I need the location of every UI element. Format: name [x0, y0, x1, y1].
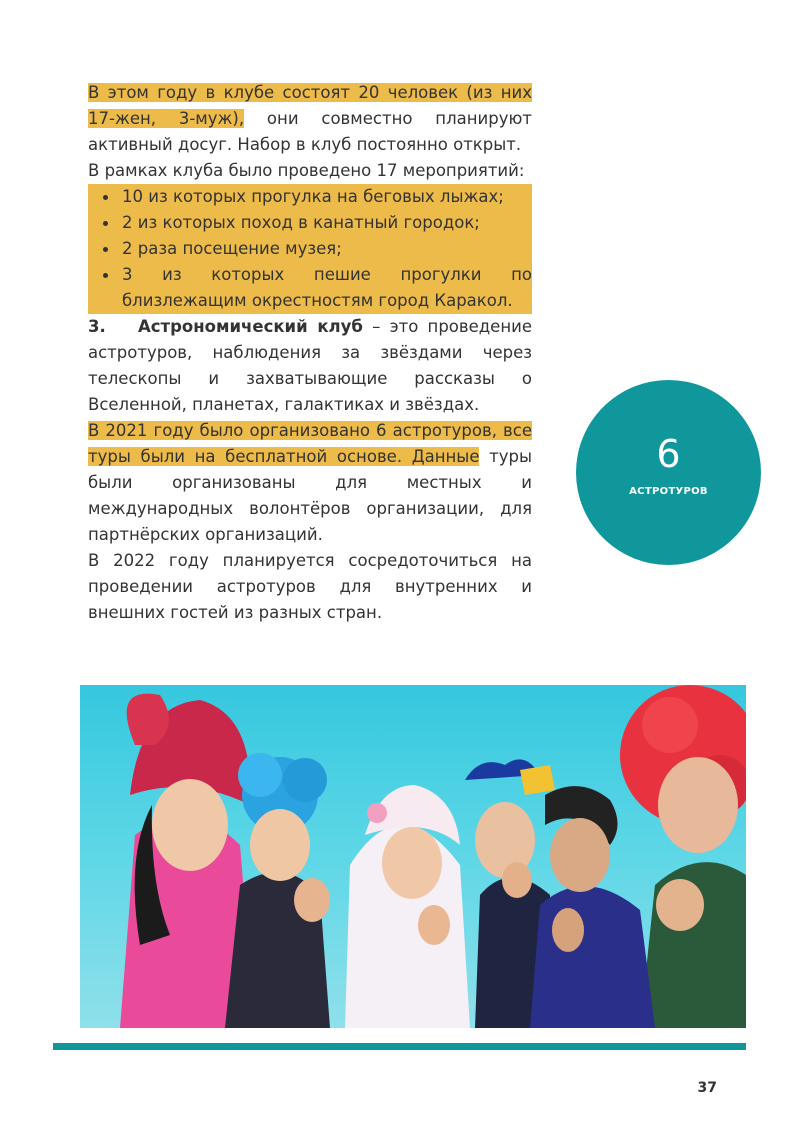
stat-label: АСТРОТУРОВ — [629, 486, 708, 497]
stat-circle — [576, 380, 761, 565]
paragraph-events-intro: В рамках клуба было проведено 17 мероприятий: — [88, 161, 525, 180]
footer-rule — [53, 1043, 746, 1050]
list-item: 3 из которых пешие прогулки по близлежащим окрестностям город Каракол. — [88, 262, 532, 314]
list-item: 2 раза посещение музея; — [88, 236, 532, 262]
group-photo — [80, 685, 746, 1028]
page-number: 37 — [697, 1080, 717, 1096]
paragraph-text: – это проведение астротуров, наблюдения за звёздами через телескопы и захватывающие рассказы о Вселенной, планетах, галактиках и звёздах. — [88, 317, 532, 414]
paragraph-text: туры были организованы для местных и международных волонтёров организации, для партнёрских организаций. — [88, 447, 532, 544]
paragraph-astronomy-club — [88, 314, 532, 418]
paragraph-text: они совместно планируют активный досуг. Набор в клуб постоянно открыт. — [88, 109, 532, 154]
text-column — [88, 80, 532, 626]
list-item: 2 из которых поход в канатный городок; — [88, 210, 532, 236]
highlighted-text: В этом году в клубе состоят 20 человек (из них 17-жен, 3-муж), — [88, 83, 532, 128]
section-title: Астрономический клуб — [138, 317, 363, 336]
list-item: 10 из которых прогулка на беговых лыжах; — [88, 184, 532, 210]
paragraph-plans-2022: В 2022 году планируется сосредоточиться на проведении астротуров для внутренних и внешних гостей из разных стран. — [88, 551, 532, 622]
events-list — [88, 184, 532, 314]
section-number: 3. — [88, 317, 106, 336]
stat-number: 6 — [656, 432, 681, 476]
paragraph-membership — [88, 80, 532, 158]
highlighted-text: В 2021 году было организовано 6 астротуров, все туры были на бесплатной основе. Данные — [88, 421, 532, 466]
paragraph-astrotours-2021 — [88, 418, 532, 548]
group-photo-illustration — [80, 685, 746, 1028]
